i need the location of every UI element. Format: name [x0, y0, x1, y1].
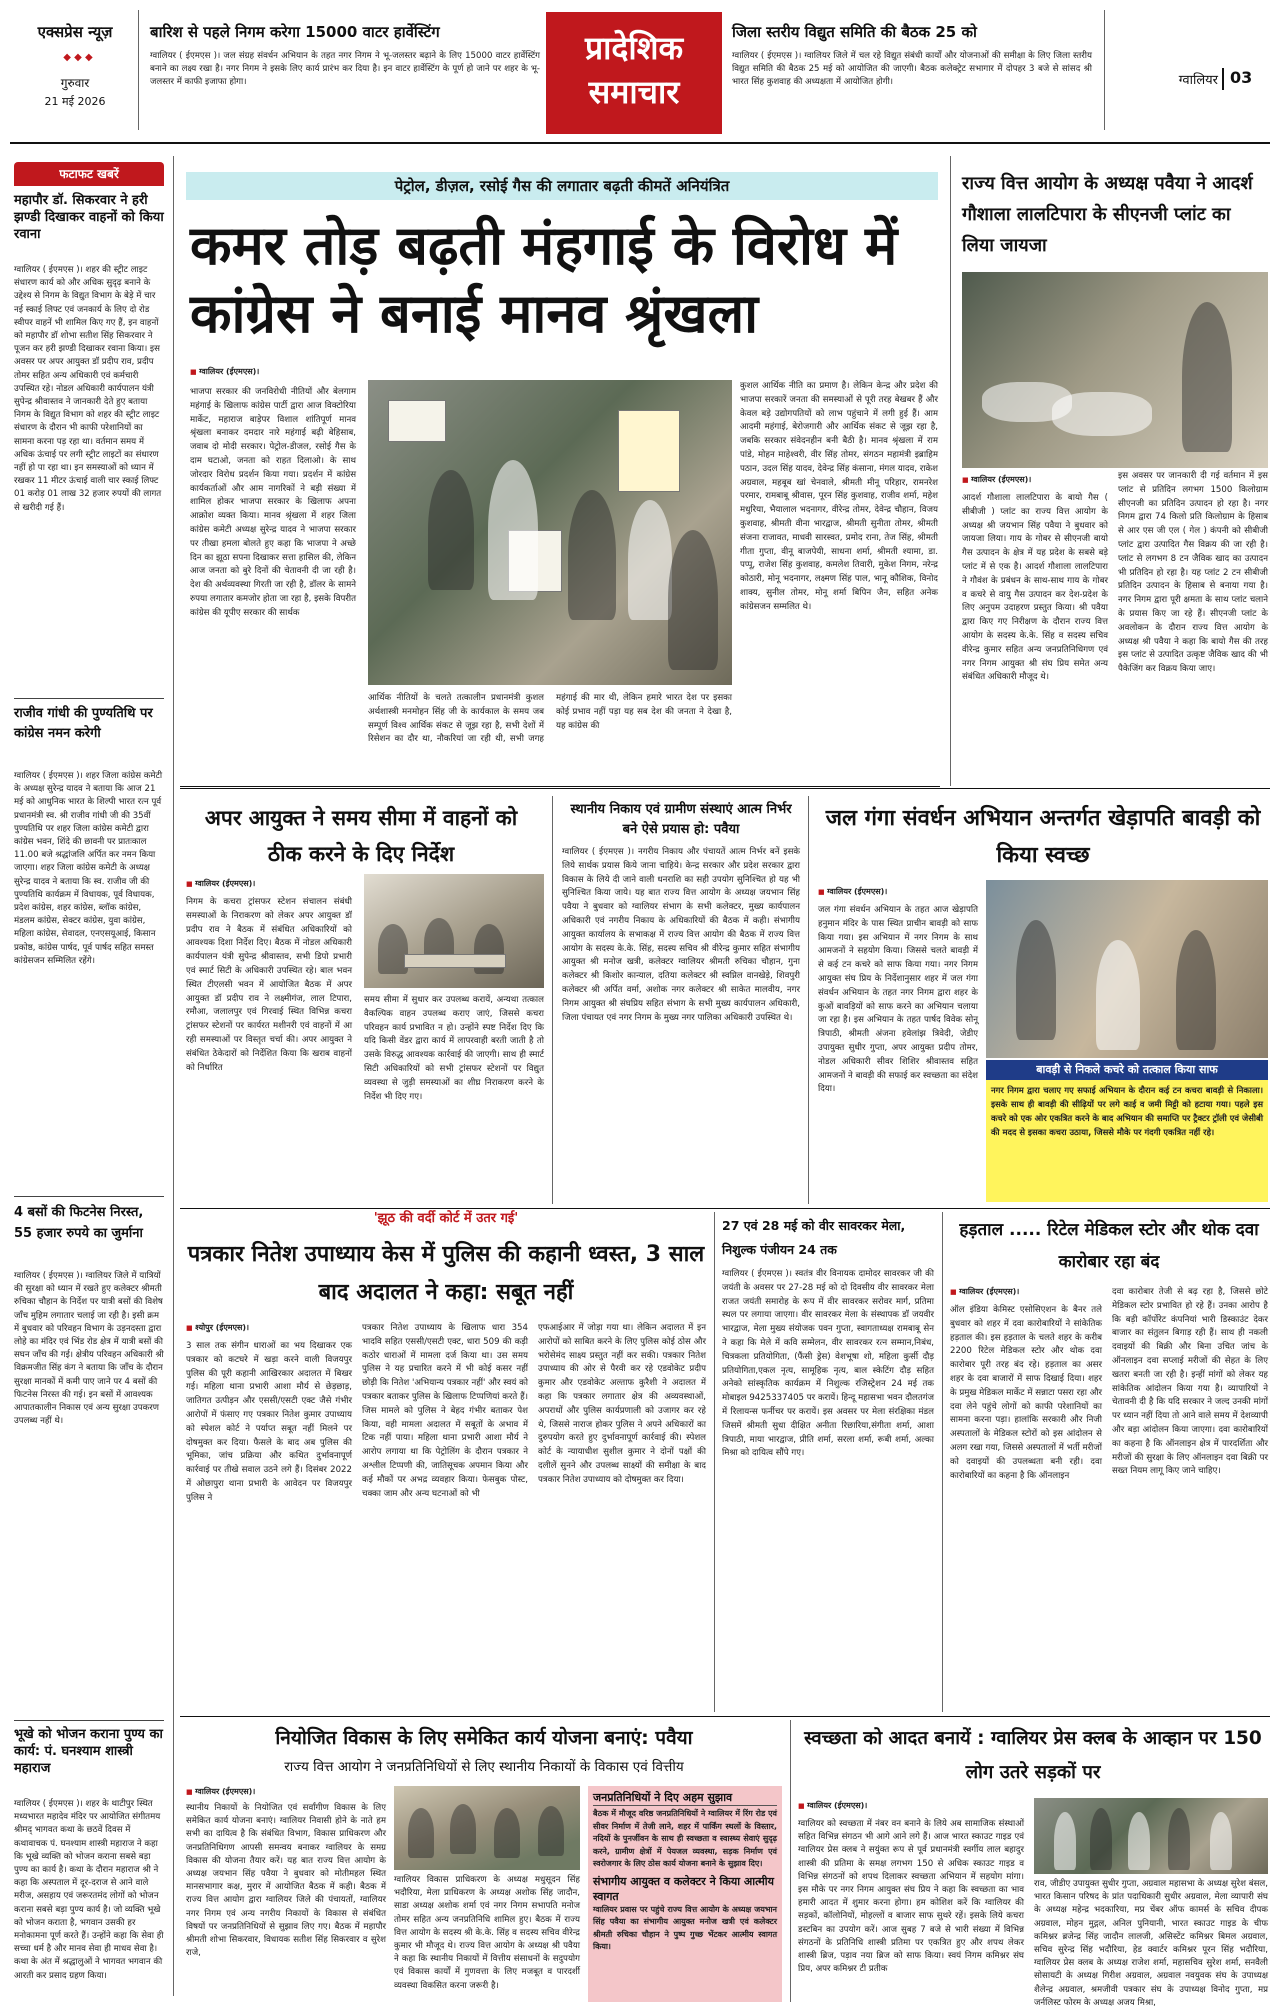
- sidebar-divider: [14, 1196, 164, 1197]
- section-title-line2: समाचार: [588, 73, 680, 111]
- masthead-divider-right: [1104, 10, 1105, 130]
- niyojit-col2: ग्वालियर विकास प्राधिकरण के अध्यक्ष मधुसूदन सिंह भदौरिया, मेला प्राधिकरण के अध्यक्ष अशोक सिंह जादौन, साडा अध्यक्ष अशोक शर्मा एवं नगर निगम सभापति मनोज तोमर सहित अन्य जनप्रतिनिधि शामिल हुए। बैठक में राज्य वित्त आयोग के सदस्य श्री के.के. सिंह व सदस्य सचिव वीरेन्द्र कुमार भी मौजूद थे। राज्य वित्त आयोग के अध्यक्ष श्री पवैया ने कहा कि स्थानीय निकायों में वित्तीय संसाधनों के सदुपयोग एवं विकास कार्यों में गुणवत्ता के लिए मजबूत व पारदर्शी व्यवस्था विकसित करना जरूरी है।: [394, 1875, 580, 1991]
- niyojit-byline: ■ ग्वालियर (ईएमएस)।: [186, 1786, 326, 1800]
- hadtal-col1: ऑल इंडिया केमिस्ट एसोसिएशन के बैनर तले बुधवार को शहर में दवा कारोबारियों ने सांकेतिक हड़ताल की। इस हड़ताल के चलते शहर के करीब 2200 रिटेल मेडिकल स्टोर और थोक दवा कारोबार पूरी तरह बंद रहे। हड़ताल का असर शहर के दवा बाजारों में साफ दिखाई दिया। शहर के प्रमुख मेडिकल मार्केट में सन्नाटा पसरा रहा और दवा लेने पहुंचे लोगों को काफी परेशानियों का सामना करना पड़ा। हालांकि सरकारी और निजी अस्पतालों के मेडिकल स्टोरों को इस आंदोलन से अलग रखा गया, जिससे अस्पतालों में भर्ती मरीजों को दवाइयों की उपलब्धता बनी रही। दवा कारोबारियों का कहना है कि ऑनलाइन: [950, 1305, 1102, 1481]
- sidebar: [10, 156, 168, 2002]
- swachhta-photo: [1034, 1798, 1268, 1874]
- niyojit-box-title-2: संभागीय आयुक्त व कलेक्टर ने किया आत्मीय स्वागत: [593, 1874, 775, 1903]
- niyojit-box-body-2: ग्वालियर प्रवास पर पहुंचे राज्य वित्त आयोग के अध्यक्ष जयभान सिंह पवैया का संभागीय आयुक्त मनोज खत्री एवं कलेक्टर श्रीमती रुचिका चौहान ने पुष्प गुच्छ भेंटकर आत्मीय स्वागत किया।: [593, 1904, 777, 1951]
- apar-headline: अपर आयुक्त ने समय सीमा में वाहनों को ठीक करने के दिए निर्देश: [204, 806, 518, 866]
- section-badge: [546, 12, 722, 134]
- row-rule: [180, 1716, 1270, 1717]
- patrakar-col3: एफआईआर में जोड़ा गया था। लेकिन अदालत में इन आरोपों को साबित करने के लिए पुलिस कोई ठोस और भरोसेमंद साक्ष्य प्रस्तुत नहीं कर सकी। पत्रकार नितेश उपाध्याय की ओर से पैरवी कर रहे एडवोकेट प्रदीप कुमार और एडवोकेट अल्ताफ कुरैशी ने अदालत में कहा कि पत्रकार लगातार क्षेत्र की अव्यवस्थाओं, अपराधों और पुलिस कार्यप्रणाली को उजागर कर रहे थे, जिससे नाराज होकर पुलिस ने अपने अधिकारों का दुरुपयोग करते हुए दुर्भावनापूर्ण कार्रवाई की। स्पेशल कोर्ट के न्यायाधीश सुशील कुमार ने दोनों पक्षों की दलीलें सुनने और उपलब्ध साक्ष्यों की समीक्षा के बाद पत्रकार नितेश उपाध्याय को दोषमुक्त कर दिया।: [538, 1323, 706, 1485]
- jalganga-headline: जल गंगा संवर्धन अभियान अन्तर्गत खेड़ापति बावड़ी को किया स्वच्छ: [825, 806, 1261, 868]
- patrakar-col1: 3 साल तक संगीन धाराओं का भय दिखाकर एक पत्रकार को कटघरे में खड़ा करने वाली विजयपुर पुलिस की पूरी कहानी आखिरकार अदालत में बिखर गई। महिला थाना प्रभारी आशा मौर्य से छेड़छाड़, जातिगत उत्पीड़न और एससी/एसटी एक्ट जैसे गंभीर आरोपों में फंसाए गए पत्रकार नितेश कुमार उपाध्याय को स्पेशल कोर्ट ने पर्याप्त सबूत नहीं मिलने पर दोषमुक्त कर दिया। फैसले के बाद अब पुलिस की भूमिका, जांच प्रक्रिया और कथित दुर्भावनापूर्ण कार्रवाई पर तीखे सवाल उठने लगे हैं। दिसंबर 2022 में ओछापुरा थाना प्रभारी के आवेदन पर विजयपुर पुलिस ने: [186, 1341, 352, 1503]
- gaushala-col2: इस अवसर पर जानकारी दी गई वर्तमान में इस प्लांट से प्रतिदिन लगभग 1500 किलोग्राम सीएनजी का प्रतिदिन उत्पादन हो रहा है। नगर निगम द्वारा 74 किलो प्रति किलोग्राम के हिसाब से आर एस जी एल ( गेल ) कंपनी को सीबीजी प्लांट द्वारा उत्पादित गैस विक्रय की जा रही है। प्लांट से लगभग 8 टन जैविक खाद का उत्पादन भी प्रतिदिन हो रहा है। यह प्लांट 2 टन सीबीजी प्रतिदिन उत्पादन के हिसाब से बनाया गया है। नगर निगम द्वारा पूरी क्षमता के साथ प्लांट चलाने के प्रयास किए जा रहे हैं। सीएनजी प्लांट के अवलोकन के दौरान राज्य वित्त आयोग के अध्यक्ष श्री पवैया ने कहा कि बायो गैस की तरह इस प्लांट से उत्पादित उत्कृष्ट जैविक खाद की भी पैकेजिंग कर विक्रय किया जाए।: [1118, 471, 1268, 675]
- niyojit-meeting-photo: [394, 1786, 580, 1870]
- lead-col1: भाजपा सरकार की जनविरोधी नीतियों और बेलगाम महंगाई के खिलाफ कांग्रेस पार्टी द्वारा आज विक्टोरिया मार्केट, महाराज बाड़ेपर विशाल शांतिपूर्ण मानव श्रृंखला बनाकर दमदार नारे महंगाई बढ़ी बेहिसाब, जवाब दो मोदी सरकार। पेट्रोल-डीजल, रसोई गैस के दाम घटाओ, जनता को राहत दिलाओ। के साथ जोरदार विरोध प्रदर्शन किया गया। प्रदर्शन में कांग्रेस कार्यकर्ताओं और आम नागरिकों ने बड़ी संख्या में शामिल होकर भाजपा सरकार के खिलाफ अपना आक्रोश व्यक्त किया। मानव श्रृंखला में शहर जिला कांग्रेस कमेटी अध्यक्ष सुरेन्द्र यादव ने भाजपा सरकार पर तीखा हमला बोलते हुए कहा कि भाजपा ने अच्छे दिन का झूठा सपना दिखाकर सत्ता हासिल की, लेकिन आज जनता को बुरे दिनों की चेतावनी दी जा रही है। देश की अर्थव्यवस्था गिरती जा रही है, डॉलर के सामने रुपया लगातार कमजोर होता जा रहा है, इसके विपरीत कांग्रेस की यूपीए सरकार की सार्थक: [190, 387, 356, 618]
- row-rule: [180, 788, 1270, 789]
- patrakar-col2: पत्रकार नितेश उपाध्याय के खिलाफ धारा 354 भादवि सहित एससी/एसटी एक्ट, धारा 509 की कड़ी कठोर धाराओं में मामला दर्ज किया था। उस समय पुलिस ने यह प्रचारित करने में भी कोई कसर नहीं छोड़ी कि नितेश 'अभियान्य पत्रकार नहीं' और स्वयं को पत्रकार बताकर पुलिस के खिलाफ टिप्पणियां करते हैं। जिस मामले को पुलिस ने बेहद गंभीर बताकर पेश किया, वही मामला अदालत में सबूतों के अभाव में टिक नहीं पाया। महिला थाना प्रभारी आशा मौर्य ने आरोप लगाया था कि पेट्रोलिंग के दौरान पत्रकार ने अश्लील टिप्पणी की, जातिसूचक अपमान किया और कई मौकों पर अभद्र व्यवहार किया। फेसबुक पोस्ट, चक्का जाम और अन्य घटनाओं को भी: [362, 1323, 528, 1499]
- paper-name: एक्सप्रेस न्यूज़: [37, 23, 113, 41]
- lead-bottom-rule: [180, 786, 940, 787]
- veer-body: ग्वालियर ( ईएमएस )। स्वतंत्र वीर विनायक दामोदर सावरकर जी की जयंती के अवसर पर 27-28 मई को दो दिवसीय वीर सावरकर मेला राजत जयंती समारोह के रूप में वीर सावरकर सरोवर मार्ग, प्रतिमा स्थल पर लगाया जाएगा। वीर सावरकर मेला के संस्थापक डॉ जयवीर भारद्वाज, मेला मुख्य संयोजक पवन गुप्ता, स्वागताध्यक्ष रामबाबू सेन ने कहा कि मेले में कवि सम्मेलन, वीर सावरकर रत्न सम्मान,निबंध, चित्रकला प्रतियोगिता, (फैंसी ड्रेस) वेशभूषा शो, महिला कुर्सी दौड़ प्रतियोगिता,एकल नृत्य, सामूहिक नृत्य, बाल स्केटिंग दौड़ सहित अनेको सांस्कृतिक कार्यक्रम में निशुल्क रजिस्ट्रेशन 24 मई तक मोबाइल 9425337405 पर करायें। हिन्दू महासभा भवन दौलतगंज में रिलायन्स फर्नीचर पर करायें। इस अवसर पर मेला संरक्षिका मंडल जिसमें श्रीमती सुधा दीक्षित अनीता रिछारिया,संगीता शर्मा, आशा त्रिपाठी, माया भारद्वाज, प्रीति शर्मा, सरला शर्मा, रूबी शर्मा, अल्का मिश्रा को दायित्व सौंपे गए।: [722, 1269, 934, 1459]
- sidebar-item-1-title: महापौर डॉ. सिकरवार ने हरी झण्डी दिखाकर वाहनों को किया रवाना: [14, 193, 164, 242]
- niyojit-suggestion-box: [588, 1786, 782, 2002]
- gaushala-headline: राज्य वित्त आयोग के अध्यक्ष पवैया ने आदर्श गौशाला लालटिपारा के सीएनजी प्लांट का लिया जायजा: [962, 173, 1253, 256]
- sidebar-divider: [14, 698, 164, 699]
- column-rule: [552, 796, 553, 1204]
- diamond-divider-icon: ◆ ◆ ◆: [63, 52, 93, 63]
- section-title-line1: प्रादेशिक: [584, 29, 684, 67]
- sidebar-item-4-body: ग्वालियर ( ईएमएस )। शहर के थाटीपुर स्थित मध्यभारत महादेव मंदिर पर आयोजित संगीतमय श्रीमद् भागवत कथा के छठवें दिवस में कथावाचक पं. घनश्याम शास्त्री महाराज ने कहा कि भूखे व्यक्ति को भोजन कराना सबसे बड़ा पुण्य का कार्य है। कथा के दौरान महाराज श्री ने कहा कि अस्पताल में दूर-दराज से आने वाले मरीज, असहाय एवं जरूरतमंद लोगों को भोजन कराना सबसे बड़ा पुण्य कार्य है। जो व्यक्ति भूखे को भोजन कराता है, भगवान उसकी हर मनोकामना पूर्ण करते हैं। उन्होंने कहा कि सेवा ही सच्चा धर्म है और मानव सेवा ही माधव सेवा है। कथा के अंत में श्रद्धालुओं ने भागवत भगवान की आरती कर प्रसाद ग्रहण किया।: [14, 1799, 164, 1981]
- apar-byline: ■ ग्वालियर (ईएमएस)।: [186, 878, 326, 892]
- issue-date: 21 मई 2026: [44, 95, 106, 108]
- hadtal-headline: हड़ताल ..... रिटेल मेडिकल स्टोर और थोक दवा कारोबार रहा बंद: [959, 1220, 1259, 1272]
- veer-headline: 27 एवं 28 मई को वीर सावरकर मेला, निशुल्क पंजीयन 24 तक: [722, 1218, 906, 1257]
- lead-protest-photo: [368, 380, 732, 685]
- patrakar-byline: ■ श्योपुर (ईएमएस)।: [186, 1322, 326, 1336]
- gaushala-col1: आदर्श गौशाला लालटिपारा के बायो गैस ( सीबीजी ) प्लांट का राज्य वित्त आयोग के अध्यक्ष श्री जयभान सिंह पवैया ने बुधवार को जायजा लिया। गाय के गोबर से सीएनजी बायो गैस उत्पादन के क्षेत्र में यह प्रदेश के सबसे बड़े प्लांट में से एक है। आदर्श गौशाला लालटिपारा ने गौवंश के प्रबंधन के साथ-साथ गाय के गोबर व कचरे से वायु गैस उत्पादन कर देश-प्रदेश के लिए अनुपम उदाहरण प्रस्तुत किया। श्री पवैया द्वारा किए गए निरीक्षण के दौरान राज्य वित्त आयोग के सदस्य के.के. सिंह व सदस्य सचिव वीरेन्द्र कुमार सहित अन्य जनप्रतिनिधिगण एवं नगर निगम आयुक्त श्री संघ प्रिय समेत अन्य संबंधित अधिकारी मौजूद थे।: [962, 493, 1108, 683]
- teaser-left-title: बारिश से पहले निगम करेगा 15000 वाटर हार्वेस्टिंग: [150, 23, 440, 41]
- jalganga-byline: ■ ग्वालियर (ईएमएस)।: [818, 886, 958, 900]
- masthead-divider: [138, 10, 139, 130]
- column-rule: [714, 1212, 715, 1712]
- teaser-right-body: ग्वालियर ( ईएमएस )। ग्वालियर जिले में चल रहे विद्युत संबंधी कार्यों और योजनाओं की समीक्षा के लिए जिला स्तरीय विद्युत समिति की बैठक 25 मई को आयोजित की जाएगी। बैठक कलेक्ट्रेट सभागार में दोपहर 3 बजे से सांसद श्री भारत सिंह कुशवाह की अध्यक्षता में आयोजित होगी।: [732, 51, 1092, 87]
- sidebar-item-1-body: ग्वालियर ( ईएमएस )। शहर की स्ट्रीट लाइट संधारण कार्य को और अधिक सुदृढ़ बनाने के उद्देश्य से निगम के विद्युत विभाग के बेड़े में चार नई स्काई लिफ्ट एवं जनकार्य के लिए दो रोड स्वीपर वाहनें भी शामिल किए गए हैं, इन वाहनों को महापौर डॉ शोभा सतीश सिंह सिकरवार ने पूजन कर हरी झण्डी दिखाकर रवाना किया। इस अवसर पर अपर आयुक्त डॉ प्रदीप राव, प्रदीप तोमर सहित अन्य अधिकारी एवं कर्मचारी उपस्थित रहे। नोडल अधिकारी कार्यपालन यंत्री सुपेन्द्र श्रीवास्तव ने जानकारी देते हुए बताया निगम के विद्युत विभाग को शहर की स्ट्रीट लाइट संधारण के दौरान भी काफी परेशानियों का सामना करना पड़ रहा था। वर्तमान समय में अधिक ऊंचाई पर लगी स्ट्रीट लाइटों का संधारण नहीं हो पा रहा था। इन समस्याओं को ध्यान में रखकर 11 मीटर ऊंचाई वाली चार स्काई लिफ्ट 01 करोड़ 01 लाख 32 हजार रुपयों की लागत से खरीदी गई हैं।: [14, 265, 162, 513]
- swachhta-col1: ग्वालियर को स्वच्छता में नंबर वन बनाने के लिये अब सामाजिक संस्थाओं सहित विभिन्न संगठन भी आगे आने लगे हैं। आज भारत स्काउट गाइड एवं ग्वालियर प्रेस क्लब ने सयुंक्त रूप से पूर्व प्रधानमंत्री स्वर्गीय लाल बहादुर शास्त्री की प्रतिमा के समक्ष लगभग 150 से अधिक स्काउट गाइड व विभिन्न संगठनों को शपथ दिलाकर स्वच्छता अभियान में सहयोग मांगा। इस मौके पर नगर निगम आयुक्त संघ प्रिय ने कहा कि स्वच्छता का भाव हमारी आदत में शुमार करना होगा। हम कोशिश करें कि ग्वालियर की सड़कों, कॉलोनियों, मोहल्लों व बाजार साफ सुथरे रहें। इसके लिये कचरा डस्टबिन का उपयोग करें। आज सुबह 7 बजे से भारी संख्या में विभिन्न संगठनों के प्रतिनिधि शास्त्री प्रतिमा पर एकत्रित हुए और शपथ लेकर शास्त्री ब्रिज, पड़ाव नया ब्रिज को साफ किया। स्वयं निगम कमिश्नर संघ प्रिय, अपर कमिश्नर टी प्रतीक: [798, 1819, 1024, 1975]
- column-rule: [808, 796, 809, 1204]
- lead-strap: पेट्रोल, डीज़ल, रसोई गैस की लगातार बढ़ती कीमतें अनियंत्रित: [186, 172, 938, 200]
- sidebar-item-2-title: राजीव गांधी की पुण्यतिथि पर कांग्रेस नमन करेगी: [14, 706, 153, 741]
- lead-byline: ■ ग्वालियर (ईएमएस)।: [190, 366, 350, 380]
- niyojit-box-title: जनप्रतिनिधियों ने दिए अहम सुझाव: [593, 1790, 777, 1806]
- hadtal-col2: दवा कारोबार तेजी से बढ़ रहा है, जिससे छोटे मेडिकल स्टोर प्रभावित हो रहे हैं। उनका आरोप है कि बड़ी कॉर्पोरेट कंपनियां भारी डिस्काउंट देकर बाजार का संतुलन बिगाड़ रही हैं। साथ ही नकली दवाइयों की बिक्री और बिना उचित जांच के ऑनलाइन दवा सप्लाई मरीजों की सेहत के लिए खतरा बनती जा रही है। इन्हीं मांगों को लेकर यह सांकेतिक आंदोलन किया गया है। व्यापारियों ने चेतावनी दी है कि यदि सरकार ने जल्द उनकी मांगों पर ध्यान नहीं दिया तो आने वाले समय में देशव्यापी और बड़ा आंदोलन किया जाएगा। दवा कारोबारियों का कहना है कि ऑनलाइन क्षेत्र में पारदर्शिता और मरीजों की सुरक्षा के लिए ऑनलाइन दवा बिक्री पर सख्त नियम लागू किए जाने चाहिए।: [1112, 1287, 1268, 1477]
- column-rule: [942, 1212, 943, 1712]
- lead-col3: कुशल आर्थिक नीति का प्रमाण है। लेकिन केन्द्र और प्रदेश की भाजपा सरकारें जनता की समस्याओं से पूरी तरह बेखबर हैं और केवल बड़े उद्योगपतियों को लाभ पहुंचाने में लगी हुई हैं। आम आदमी महंगाई, बेरोजगारी और आर्थिक संकट से जूझ रहा है, जबकि सरकार संवेदनहीन बनी बैठी है। मानव श्रृंखला में राम पांडे, मोहन माहेश्वरी, वीर सिंह तोमर, संगठन महामंत्री इब्राहिम पठान, उदल सिंह यादव, देवेन्द्र सिंह कंसाना, मंगल यादव, राकेश अग्रवाल, महबूब खां चेनवाले, श्रीमती मीनू परिहार, रामनरेश परमार, रामबाबू श्रीवास, पूरन सिंह कुशवाह, राजीव शर्मा, महेश मधुरिया, भैयालाल भदनागर, वीरेन्द्र तोमर, देवेन्द्र चौहान, विजय कुशवाह, श्रीमती वीना भारद्वाज, श्रीमती सुनीता तोमर, श्रीमती संजना राजावत, माधवी सारस्वत, प्रमोद राना, तेज सिंह, श्रीमती गीता गुप्ता, वीनू बाजपेयी, साधना शर्मा, श्रीमती श्यामा, डा. पप्पू, राजेश सिंह कुशवाह, कमलेश तिवारी, मुकेश निगम, नरेन्द्र कोठारी, मोनू भदनागर, लक्ष्मण सिंह पाल, भानू कौशिक, विनोद शाक्य, सुनील तोमर, मोनू शर्मा बिपिन जैन, सहित अनेक कांग्रेसजन सम्मलित थे।: [740, 381, 938, 612]
- lead-headline: कमर तोड़ बढ़ती मंहगाई के विरोध में कांग्रेस ने बनाई मानव श्रृंखला: [190, 214, 898, 345]
- masthead: [0, 0, 1279, 146]
- swachhta-headline: स्वच्छता को आदत बनायें : ग्वालियर प्रेस क्लब के आव्हान पर 150 लोग उतरे सड़कों पर: [804, 1728, 1262, 1783]
- column-rule: [790, 1720, 791, 2002]
- jalganga-photo: [986, 880, 1268, 1058]
- sidebar-item-4-title: भूखे को भोजन कराना पुण्य का कार्य: पं. घनश्याम शास्त्री महाराज: [14, 1727, 163, 1776]
- sidebar-item-3-title: 4 बसों की फिटनेस निरस्त, 55 हजार रुपये का जुर्माना: [14, 1205, 144, 1241]
- teaser-left-body: ग्वालियर ( ईएमएस )। जल संग्रह संवर्धन अभियान के तहत नगर निगम ने भू-जलस्तर बढ़ाने के लिए 15000 वाटर हार्वेस्टिंग बनाने का लक्ष्य रखा है। नगर निगम ने इसके लिए कार्य प्रारंभ कर दिया है। इन वाटर हार्वेस्टिंग के पूर्ण हो जाने पर शहर के भू-जलस्तर में काफी इजाफा होगा।: [150, 51, 540, 87]
- jalganga-caption-body: नगर निगम द्वारा चलाए गए सफाई अभियान के दौरान कई टन कचरा बावड़ी से निकाला। इसके साथ ही बावड़ी की सीढ़ियों पर लगे काई व जमी मिट्टी को हटाया गया। पहले इस कचरे को एक ओर एकत्रित करने के बाद अभियान की समाप्ति पर ट्रैक्टर ट्रॉली एवं जेसीबी की मदद से इसका कचरा उठाया, जिससे मौके पर गंदगी एकत्रित नहीं रहे।: [986, 1080, 1268, 1202]
- sidebar-column-rule: [173, 156, 174, 1996]
- jalganga-caption-title: बावड़ी से निकले कचरे को तत्काल किया साफ: [986, 1060, 1268, 1080]
- issue-day: गुरुवार: [60, 76, 90, 90]
- sthaniya-body: ग्वालियर ( ईएमएस )। नगरीय निकाय और पंचायतें आत्म निर्भर बनें इसके लिये सार्थक प्रयास किये जाना चाहिये। केन्द्र सरकार और प्रदेश सरकार द्वारा विकास के लिये दी जाने वाली धनराशि का सही उपयोग सुनिश्चित हो यह भी सुनिश्चित किया जाये। यह बात राज्य वित्त आयोग के अध्यक्ष जयभान सिंह पवैया ने बुधवार को ग्वालियर संभाग के सभी कलेक्टर, मुख्य कार्यपालन अधिकारी एवं नगरीय निकाय के अधिकारियों की बैठक में कही। संभागीय आयुक्त कार्यालय के सभाकक्ष में राज्य वित्त आयोग की बैठक में राज्य वित्त आयोग के सदस्य के.के. सिंह, सदस्य सचिव श्री वीरेन्द्र कुमार सहित संभागीय आयुक्त श्री मनोज खत्री, कलेक्टर ग्वालियर श्रीमती रुचिका चौहान, गुना कलेक्टर श्री किशोर कान्याल, दतिया कलेक्टर श्री स्वप्निल वानखेड़े, शिवपुरी कलेक्टर श्री अर्पित वर्मा, अशोक नगर कलेक्टर श्री साकेत मालवीय, नगर निगम आयुक्त श्री संघप्रिय सहित संभाग के सभी मुख्य कार्यपालन अधिकारी, जिला पंचायत एवं नगर निगम के मुख्य नगर पालिका अधिकारी उपस्थित थे।: [562, 847, 800, 1023]
- sidebar-item-3-body: ग्वालियर ( ईएमएस )। ग्वालियर जिले में यात्रियों की सुरक्षा को ध्यान में रखते हुए कलेक्टर श्रीमती रुचिका चौहान के निर्देश पर यात्री बसों की विशेष जाँच मुहिम लगातार चलाई जा रही है। इसी क्रम में बुधवार को परिवहन विभाग के उड़नदस्ता द्वारा लोहे का मंदिर एवं भिंड रोड क्षेत्र में यात्री बसों की सघन जाँच की गई। क्षेत्रीय परिवहन अधिकारी श्री विक्रमजीत सिंह कंग ने बताया कि जाँच के दौरान सुरक्षा मानकों में कमी पाए जाने पर 4 बसों की फिटनेस निरस्त की गई। इन बसों में आवश्यक आपातकालीन निकास एवं अन्य सुरक्षा उपकरण उपलब्ध नहीं थे।: [14, 1271, 164, 1427]
- jalganga-body: जल गंगा संवर्धन अभियान के तहत आज खेड़ापति हनुमान मंदिर के पास स्थित प्राचीन बावड़ी को साफ किया गया। इस अभियान में नगर निगम के साथ आमजनों ने सहयोग किया। जिससे चलते बावड़ी में से कई टन कचरे को साफ किया गया। नगर निगम आयुक्त संघ प्रिय के निर्देशानुसार शहर में जल गंगा संवर्धन अभियान के तहत नगर निगम द्वारा शहर के कुओं बावड़ियों को साफ करने का अभियान चलाया जा रहा है। इस अभियान के तहत पार्षद विवेक सोनू त्रिपाठी, श्रीमती अंजना हवेलांझ त्रिवेदी, जेडीए उपायुक्त सुधीर गुप्ता, अपर आयुक्त प्रदीप तोमर, नोडल अधिकारी सीवर शिशिर श्रीवास्तव सहित आमजनों ने बावड़ी की सफाई कर स्वच्छता का संदेश दिया।: [818, 905, 978, 1095]
- city-label: ग्वालियर: [1178, 73, 1218, 88]
- niyojit-headline: नियोजित विकास के लिए समेकित कार्य योजना बनाएं: पवैया: [275, 1727, 693, 1749]
- niyojit-col1: स्थानीय निकायों के नियोजित एवं सर्वांगीण विकास के लिए समेकित कार्य योजना बनाएं। ग्वालियर निवासी होने के नाते हम सभी का दायित्व है कि संबंधित विभाग, विकास प्राधिकरण और जनप्रतिनिधिगण आपसी समन्वय बनाकर ग्वालियर के समग्र विकास की योजना तैयार करें। यह बात राज्य वित्त आयोग के अध्यक्ष जयभान सिंह पवैया ने बुधवार को मोतीमहल स्थित मानसभागार कक्ष, मुरार में आयोजित बैठक में कही। बैठक में राज्य वित्त आयोग द्वारा ग्वालियर जिले की पंचायतों, ग्वालियर नगर निगम एवं अन्य नगरीय निकायों के विकास से संबंधित विषयों पर जनप्रतिनिधियों से सुझाव लिए गए। बैठक में महापौर श्रीमती शोभा सिकरवार, विधायक सतीश सिंह सिकरवार व सुरेश राजे,: [186, 1803, 386, 1959]
- right-column-rule: [950, 156, 951, 786]
- sthaniya-headline: स्थानीय निकाय एवं ग्रामीण संस्थाएं आत्म निर्भर बने ऐसे प्रयास हो: पवैया: [570, 802, 792, 837]
- niyojit-subhead: राज्य वित्त आयोग ने जनप्रतिनिधियों से लिए स्थानीय निकायों के विकास एवं वित्तीय: [284, 1759, 684, 1775]
- sidebar-header: फटाफट खबरें: [14, 162, 164, 186]
- lead-photo-caption: आर्थिक नीतियों के चलते तत्कालीन प्रधानमंत्री कुशल अर्थशास्त्री मनमोहन सिंह जी के कार्यकाल के समय जब सम्पूर्ण विश्व आर्थिक संकट से जूझ रहा है, सभी देशों में रिसेशन का दौर था, नौकरियां जा रही थी, सभी जगह महंगाई की मार थी, लेकिन हमारे भारत देश पर इसका कोई प्रभाव नहीं पड़ा यह सब देश की जनता ने देखा है, यह कांग्रेस की: [368, 693, 732, 745]
- apar-col2: समय सीमा में सुधार कर उपलब्ध करायें, अन्यथा तत्काल वैकल्पिक वाहन उपलब्ध कराए जाएं, जिससे कचरा परिवहन कार्य प्रभावित न हो। उन्होंने स्पष्ट निर्देश दिए कि यदि किसी वेंडर द्वारा कार्य में लापरवाही बरती जाती है तो उसके विरुद्ध आवश्यक कार्रवाई की जाएगी। साथ ही स्मार्ट सिटी अधिकारियों को सभी ट्रांसफर स्टेशनों पर विद्युत व्यवस्था से जुड़ी समस्याओं का शीघ्र निराकरण करने के निर्देश भी दिए गए।: [364, 995, 544, 1102]
- page-number: 03: [1222, 68, 1262, 90]
- gaushala-photo: [962, 272, 1268, 468]
- hadtal-byline: ■ ग्वालियर (ईएमएस)।: [950, 1286, 1090, 1300]
- apar-meeting-photo: [364, 874, 544, 988]
- row-rule: [180, 1208, 1270, 1209]
- patrakar-strap: 'झूठ की वर्दी कोर्ट में उतर गई': [373, 1211, 519, 1226]
- sidebar-item-2-body: ग्वालियर ( ईएमएस )। शहर जिला कांग्रेस कमेटी के अध्यक्ष सुरेन्द्र यादव ने बताया कि आज 21 मई को आधुनिक भारत के शिल्पी भारत रत्न पूर्व प्रधानमंत्री स्व. श्री राजीव गांधी जी की 35वीं पुण्यतिथि पर शहर जिला कांग्रेस कमेटी द्वारा कांग्रेस भवन, शिंदे की छावनी पर प्रातःकाल 11.00 बजे श्रद्धांजलि अर्पित कर नमन किया जाएगा। शहर जिला कांग्रेस कमेटी के अध्यक्ष सुरेन्द्र यादव ने बताया कि स्व. राजीव जी की पुण्यतिथि कार्यक्रम में विधायक, पूर्व विधायक, प्रदेश कांग्रेस, शहर कांग्रेस, ब्लॉक कांग्रेस, मंडलम कांग्रेस, सेक्टर कांग्रेस, युवा कांग्रेस, महिला कांग्रेस, सेवादल, एनएसयूआई, किसान प्रकोष्ठ, कांग्रेस पार्षद, पूर्व पार्षद सहित समस्त कांग्रेसजन सम्मिलित रहेंगे।: [14, 771, 163, 966]
- patrakar-headline: पत्रकार नितेश उपाध्याय केस में पुलिस की कहानी ध्वस्त, 3 साल बाद अदालत ने कहा: सबूत नहीं: [187, 1242, 705, 1305]
- niyojit-box-body: बैठक में मौजूद वरिष्ठ जनप्रतिनिधियों ने ग्वालियर में रिंग रोड एवं सीवर निर्माण में तेजी लाने, शहर में पार्किंग स्थलों के विस्तार, नदियों के पुनर्जीवन के साथ ही स्वच्छता व स्वास्थ्य सेवाएं सुदृढ़ करने, ग्रामीण क्षेत्रों में पेयजल व्यवस्था, सड़क निर्माण एवं स्वरोजगार के लिए ठोस कार्य योजना बनाने के सुझाव दिए।: [593, 1809, 777, 1868]
- swachhta-col2: राव, जीडीए उपायुक्त सुधीर गुप्ता, अग्रवाल महासभा के अध्यक्ष सुरेश बंसल, भारत किसान परिषद के प्रांत पदाधिकारी सुधीर अग्रवाल, मेला व्यापारी संघ के अध्यक्ष महेन्द्र भदकारिया, मप्र चेंबर ऑफ कामर्स के सचिव दीपक अग्रवाल, मोहन मुद्गल, अनिल पुनियानी, भारत स्काउट गाइड के चीफ कमिश्नर ब्रजेन्द्र सिंह जादौन लालजी, असिस्टेंट कमिश्नर बिमल अग्रवाल, सचिव सुरेन्द्र सिंह भदौरिया, हेड क्वार्टर कमिश्नर पूरन सिंह भदौरिया, ग्वालियर प्रेस क्लब के अध्यक्ष राजेश शर्मा, महासचिव सुरेश शर्मा, सनवैली सोसायटी के अध्यक्ष गिरीश अग्रवाल, अग्रवाल नवयुवक संघ के उपाध्यक्ष शैलेन्द्र अग्रवाल, श्रमजीवी पत्रकार संघ के उपाध्यक्ष विनोद गुप्ता, मप्र जर्नलिस्ट फोरम के अध्यक्ष अजय मिश्रा,: [1034, 1879, 1268, 2008]
- swachhta-byline: ■ ग्वालियर (ईएमएस)।: [798, 1800, 938, 1814]
- apar-col1: निगम के कचरा ट्रांसफर स्टेशन संचालन संबंधी समस्याओं के निराकरण को लेकर अपर आयुक्त डॉ प्रदीप राव ने बैठक में संबंधित अधिकारियों को आवश्यक दिशा निर्देश दिए। बैठक में नोडल अधिकारी कार्यपालन यंत्री सुपेन्द्र श्रीवास्तव, सभी डिपो प्रभारी एवं स्मार्ट सिटी के अधिकारी उपस्थित रहे। बाल भवन स्थित टीएलसी भवन में आयोजित बैठक में अपर आयुक्त डॉ प्रदीप राव ने लक्ष्मीगंज, लाल टिपारा, रमौआ, जलालपुर एवं गिरवाई स्थित विभिन्न कचरा ट्रांसफर स्टेशनों पर कार्यरत मशीनरी एवं वाहनों में आ रही समस्याओं पर विस्तृत चर्चा की। अपर आयुक्त ने संबंधित ठेकेदारों को निर्देशित किया कि खराब वाहनों को निर्धारित: [186, 897, 352, 1073]
- sidebar-divider: [14, 1720, 164, 1721]
- masthead-rule: [10, 142, 1270, 144]
- teaser-right-title: जिला स्तरीय विद्युत समिति की बैठक 25 को: [732, 23, 977, 41]
- gaushala-byline: ■ ग्वालियर (ईएमएस)।: [962, 474, 1102, 488]
